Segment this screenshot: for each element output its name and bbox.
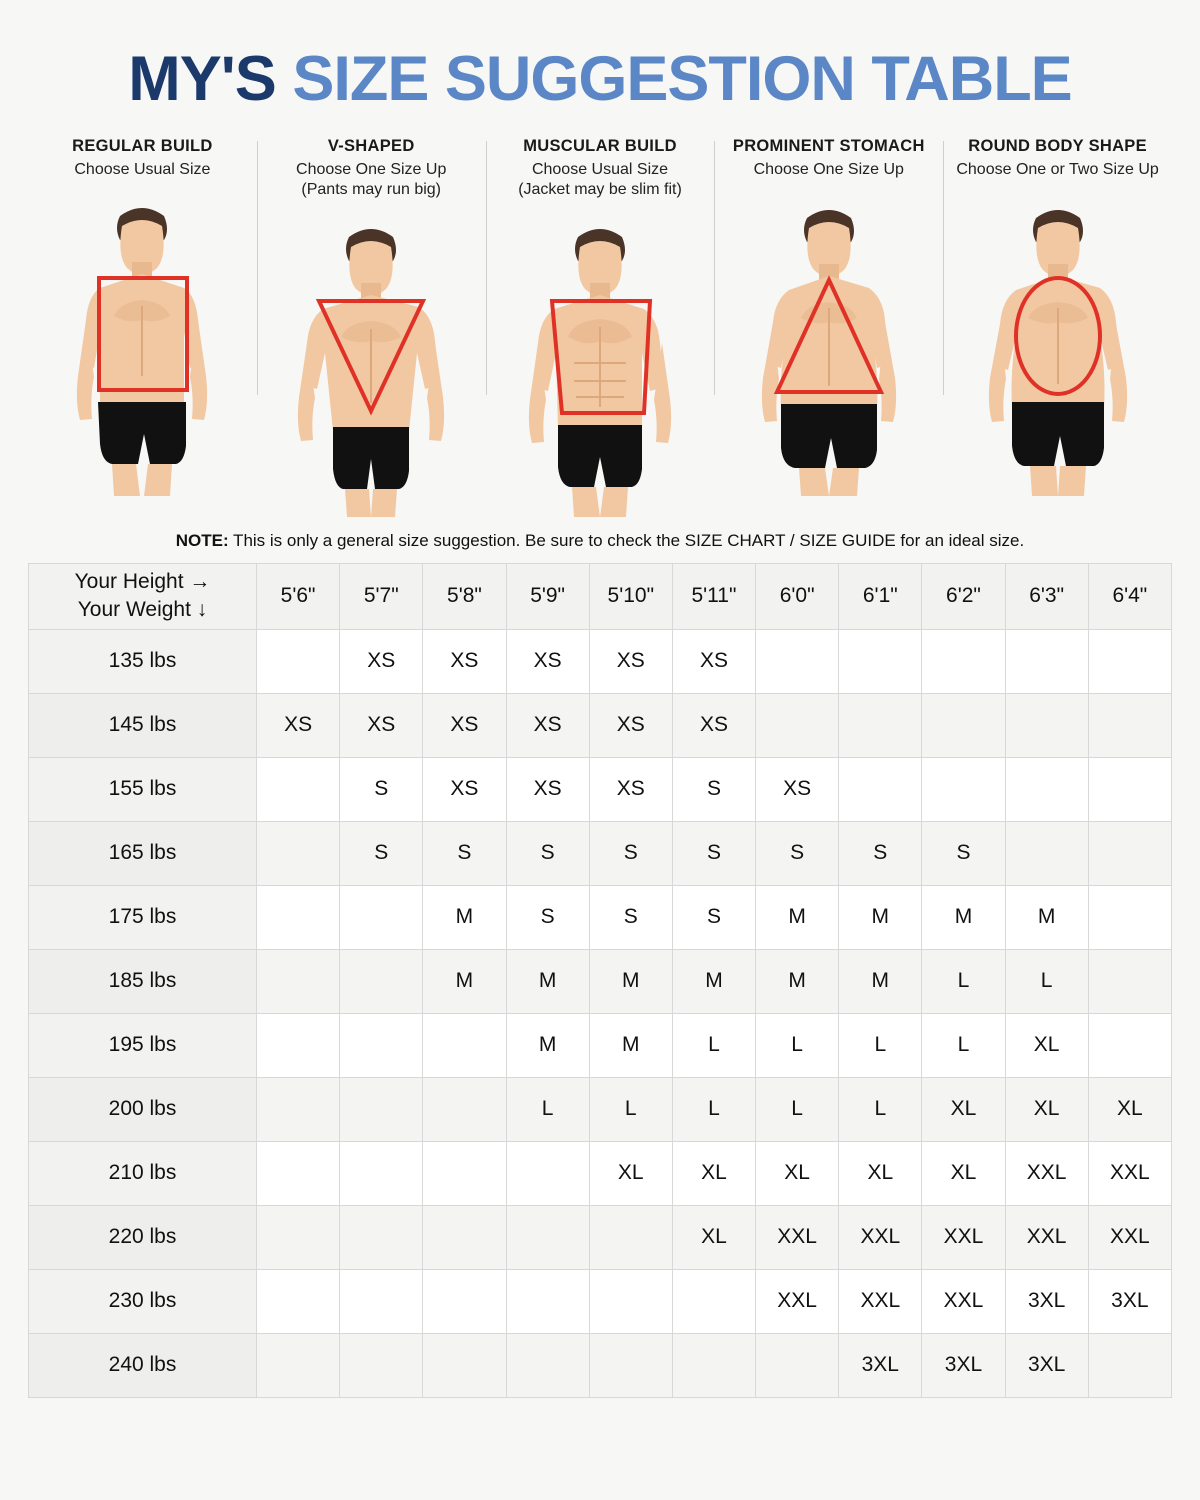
size-cell: S <box>672 885 755 949</box>
size-cell: L <box>922 949 1005 1013</box>
size-cell: M <box>506 949 589 1013</box>
size-cell <box>257 949 340 1013</box>
size-cell: XS <box>589 693 672 757</box>
size-cell: L <box>1005 949 1088 1013</box>
note-body: This is only a general size suggestion. Be sure to check the SIZE CHART / SIZE GUIDE for an ideal size. <box>228 530 1025 550</box>
height-column-header: 5'9" <box>506 563 589 629</box>
size-cell <box>423 1269 506 1333</box>
size-cell: XS <box>672 693 755 757</box>
page-title <box>28 44 1172 114</box>
size-cell <box>506 1141 589 1205</box>
male-torso-illustration <box>958 196 1158 496</box>
height-axis-label: Your Height → <box>74 569 211 593</box>
size-cell <box>423 1141 506 1205</box>
size-cell <box>672 1333 755 1397</box>
size-cell: L <box>506 1077 589 1141</box>
size-cell <box>756 629 839 693</box>
table-row <box>29 629 1172 693</box>
size-cell: L <box>672 1013 755 1077</box>
height-column-header: 5'8" <box>423 563 506 629</box>
size-cell <box>340 949 423 1013</box>
table-row <box>29 757 1172 821</box>
size-cell <box>1005 693 1088 757</box>
body-type-muscular-build <box>486 137 715 517</box>
size-cell <box>257 1333 340 1397</box>
height-column-header: 6'0" <box>756 563 839 629</box>
body-type-round-body-shape <box>943 137 1172 517</box>
size-cell <box>340 1077 423 1141</box>
size-cell: S <box>672 821 755 885</box>
size-cell: XS <box>589 629 672 693</box>
size-cell <box>922 629 1005 693</box>
body-type-advice: Choose Usual Size <box>74 161 211 178</box>
table-row <box>29 1333 1172 1397</box>
size-cell: XS <box>506 629 589 693</box>
body-type-name: REGULAR BUILD <box>72 137 213 155</box>
height-column-header: 5'7" <box>340 563 423 629</box>
size-cell <box>257 629 340 693</box>
table-row <box>29 885 1172 949</box>
male-torso-illustration <box>729 196 929 496</box>
weight-row-header: 210 lbs <box>29 1141 257 1205</box>
size-cell: L <box>756 1077 839 1141</box>
body-figure-v-shaped <box>263 217 480 517</box>
size-cell: XS <box>423 693 506 757</box>
size-cell <box>423 1205 506 1269</box>
size-cell: 3XL <box>839 1333 922 1397</box>
body-type-advice-secondary: (Pants may run big) <box>301 181 441 199</box>
note-text <box>28 531 1172 551</box>
height-column-header: 6'2" <box>922 563 1005 629</box>
size-cell <box>340 1141 423 1205</box>
table-row <box>29 1205 1172 1269</box>
size-cell: S <box>839 821 922 885</box>
size-cell: M <box>1005 885 1088 949</box>
size-cell: XXL <box>839 1269 922 1333</box>
size-cell <box>257 821 340 885</box>
size-cell: XL <box>1088 1077 1171 1141</box>
size-cell: M <box>756 949 839 1013</box>
size-cell <box>922 693 1005 757</box>
size-cell: XXL <box>1005 1205 1088 1269</box>
table-row <box>29 949 1172 1013</box>
size-cell <box>340 1013 423 1077</box>
size-cell: M <box>672 949 755 1013</box>
size-cell <box>257 757 340 821</box>
size-cell <box>756 693 839 757</box>
size-cell: XL <box>922 1077 1005 1141</box>
size-cell: L <box>756 1013 839 1077</box>
size-cell <box>756 1333 839 1397</box>
weight-row-header: 230 lbs <box>29 1269 257 1333</box>
size-cell <box>340 1333 423 1397</box>
weight-row-header: 220 lbs <box>29 1205 257 1269</box>
size-cell: S <box>672 757 755 821</box>
size-cell: M <box>922 885 1005 949</box>
size-cell: S <box>756 821 839 885</box>
table-row <box>29 1077 1172 1141</box>
size-cell: XXL <box>756 1269 839 1333</box>
size-cell <box>257 1205 340 1269</box>
size-cell: XL <box>922 1141 1005 1205</box>
height-column-header: 5'11" <box>672 563 755 629</box>
body-figure-prominent-stomach <box>720 196 937 496</box>
size-cell: XS <box>672 629 755 693</box>
size-cell: XL <box>1005 1077 1088 1141</box>
size-cell: XL <box>756 1141 839 1205</box>
size-cell <box>1088 629 1171 693</box>
size-cell <box>423 1333 506 1397</box>
size-cell: XS <box>340 693 423 757</box>
size-cell <box>506 1269 589 1333</box>
size-cell: XL <box>1005 1013 1088 1077</box>
size-cell <box>257 1077 340 1141</box>
size-cell: M <box>839 949 922 1013</box>
body-type-name: PROMINENT STOMACH <box>732 137 925 155</box>
height-column-header: 5'10" <box>589 563 672 629</box>
size-cell: M <box>839 885 922 949</box>
size-cell: S <box>506 885 589 949</box>
size-cell: XXL <box>1005 1141 1088 1205</box>
size-cell: S <box>340 821 423 885</box>
size-cell <box>257 885 340 949</box>
size-cell: L <box>922 1013 1005 1077</box>
size-cell: L <box>839 1013 922 1077</box>
table-corner-header <box>29 563 257 629</box>
size-cell: M <box>756 885 839 949</box>
table-row <box>29 821 1172 885</box>
size-cell: XXL <box>1088 1205 1171 1269</box>
size-cell <box>589 1269 672 1333</box>
size-cell: XS <box>423 629 506 693</box>
size-cell: XS <box>257 693 340 757</box>
size-cell <box>340 1205 423 1269</box>
size-cell: 3XL <box>1088 1269 1171 1333</box>
size-cell <box>589 1333 672 1397</box>
size-cell: XL <box>589 1141 672 1205</box>
size-cell <box>423 1077 506 1141</box>
size-cell: L <box>672 1077 755 1141</box>
size-cell: S <box>589 821 672 885</box>
weight-row-header: 145 lbs <box>29 693 257 757</box>
size-cell: XS <box>506 693 589 757</box>
weight-row-header: 175 lbs <box>29 885 257 949</box>
size-cell <box>1088 821 1171 885</box>
size-cell <box>1005 821 1088 885</box>
height-column-header: 6'3" <box>1005 563 1088 629</box>
height-column-header: 5'6" <box>257 563 340 629</box>
size-cell: XXL <box>922 1269 1005 1333</box>
body-type-advice: Choose One Size Up <box>753 161 904 178</box>
size-cell: XXL <box>839 1205 922 1269</box>
weight-row-header: 240 lbs <box>29 1333 257 1397</box>
table-row <box>29 1141 1172 1205</box>
size-cell: L <box>839 1077 922 1141</box>
size-cell: XL <box>672 1141 755 1205</box>
body-type-regular-build <box>28 137 257 517</box>
table-header-row <box>29 563 1172 629</box>
size-cell <box>839 757 922 821</box>
body-type-name: MUSCULAR BUILD <box>523 137 677 155</box>
size-cell: XS <box>340 629 423 693</box>
size-cell: XS <box>506 757 589 821</box>
size-cell: S <box>589 885 672 949</box>
size-cell: 3XL <box>922 1333 1005 1397</box>
size-cell: L <box>589 1077 672 1141</box>
size-cell: S <box>423 821 506 885</box>
size-cell <box>1088 1333 1171 1397</box>
body-type-name: ROUND BODY SHAPE <box>968 137 1147 155</box>
weight-row-header: 195 lbs <box>29 1013 257 1077</box>
table-row <box>29 1269 1172 1333</box>
size-cell <box>922 757 1005 821</box>
size-cell: S <box>922 821 1005 885</box>
size-cell <box>1005 629 1088 693</box>
weight-row-header: 200 lbs <box>29 1077 257 1141</box>
body-figure-muscular <box>492 217 709 517</box>
weight-row-header: 165 lbs <box>29 821 257 885</box>
size-cell: XL <box>672 1205 755 1269</box>
size-cell: XS <box>589 757 672 821</box>
size-cell <box>257 1269 340 1333</box>
size-cell <box>506 1205 589 1269</box>
body-type-advice: Choose One Size Up <box>296 161 447 178</box>
size-cell: 3XL <box>1005 1269 1088 1333</box>
size-cell: XS <box>756 757 839 821</box>
size-cell <box>1088 1013 1171 1077</box>
size-cell <box>257 1013 340 1077</box>
size-cell: XXL <box>756 1205 839 1269</box>
size-cell <box>257 1141 340 1205</box>
body-figure-round <box>949 196 1166 496</box>
weight-axis-label: Your Weight ↓ <box>77 598 208 622</box>
size-cell <box>1088 693 1171 757</box>
size-cell: M <box>589 949 672 1013</box>
size-cell: XS <box>423 757 506 821</box>
size-chart-table <box>28 563 1172 1398</box>
male-torso-illustration <box>500 217 700 517</box>
body-type-name: V-SHAPED <box>327 137 415 155</box>
size-cell <box>839 629 922 693</box>
size-cell: 3XL <box>1005 1333 1088 1397</box>
size-cell: XXL <box>1088 1141 1171 1205</box>
table-body <box>29 629 1172 1397</box>
size-cell: S <box>506 821 589 885</box>
body-type-advice: Choose One or Two Size Up <box>956 161 1159 178</box>
body-type-v-shaped <box>257 137 486 517</box>
page-title-part2: SIZE SUGGESTION TABLE <box>292 44 1072 114</box>
table-row <box>29 1013 1172 1077</box>
size-cell: M <box>506 1013 589 1077</box>
size-cell <box>1005 757 1088 821</box>
size-cell <box>1088 757 1171 821</box>
size-cell <box>423 1013 506 1077</box>
weight-row-header: 135 lbs <box>29 629 257 693</box>
size-cell <box>340 885 423 949</box>
size-cell: M <box>589 1013 672 1077</box>
height-column-header: 6'4" <box>1088 563 1171 629</box>
size-cell <box>589 1205 672 1269</box>
size-cell: XL <box>839 1141 922 1205</box>
size-cell <box>1088 949 1171 1013</box>
height-column-header: 6'1" <box>839 563 922 629</box>
size-cell <box>672 1269 755 1333</box>
note-label: NOTE: <box>175 530 229 550</box>
body-type-advice-secondary: (Jacket may be slim fit) <box>518 181 682 199</box>
size-cell: S <box>340 757 423 821</box>
male-torso-illustration <box>42 196 242 496</box>
size-cell: M <box>423 885 506 949</box>
body-figure-regular <box>34 196 251 496</box>
size-cell <box>340 1269 423 1333</box>
body-type-prominent-stomach <box>714 137 943 517</box>
size-cell: M <box>423 949 506 1013</box>
size-cell <box>839 693 922 757</box>
male-torso-illustration <box>271 217 471 517</box>
weight-row-header: 155 lbs <box>29 757 257 821</box>
body-type-advice: Choose Usual Size <box>531 161 669 178</box>
size-cell <box>506 1333 589 1397</box>
body-type-row <box>28 137 1172 517</box>
size-cell <box>1088 885 1171 949</box>
weight-row-header: 185 lbs <box>29 949 257 1013</box>
table-row <box>29 693 1172 757</box>
page-title-part1: MY'S <box>128 44 293 114</box>
size-cell: XXL <box>922 1205 1005 1269</box>
